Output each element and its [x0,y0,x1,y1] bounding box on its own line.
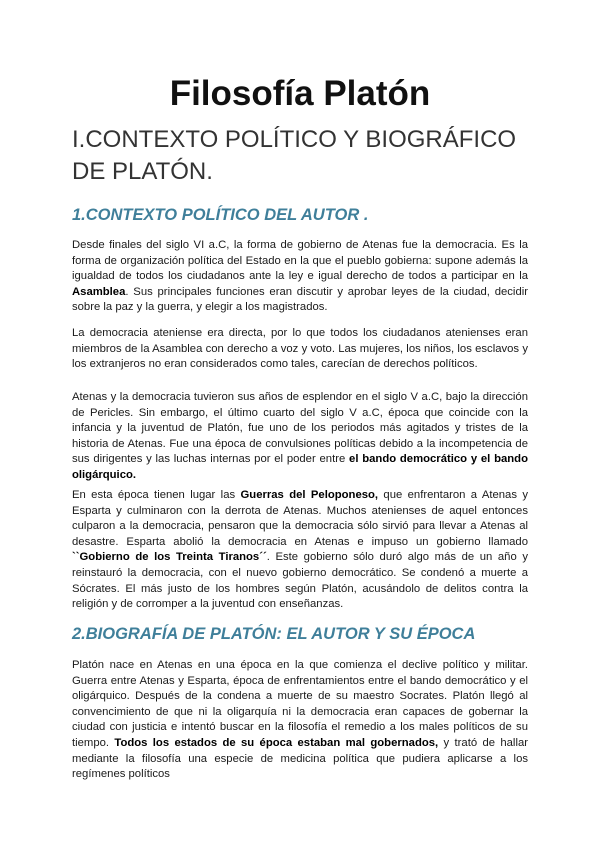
document-subtitle: I.CONTEXTO POLÍTICO Y BIOGRÁFICO DE PLATÓN. [72,126,517,185]
paragraph-text: Platón nace en Atenas en una época en la que comienza el declive político y militar. Guerra entre Atenas y Esparta, época de enfrentamientos entre el bando democrático y el oligárquico. Después de la condena a muerte de su maestro Socrates. Platón llegó al convencimiento de que ni la oligarquía ni la democracia eran capaces de gobernar la ciudad con justicia e intentó buscar en la filosofía el remedio a los males políticos de su tiempo. [72,659,528,749]
paragraph-text: La democracia ateniense era directa, por lo que todos los ciudadanos atenienses eran miembros de la Asamblea con derecho a voz y voto. Las mujeres, los niños, los esclavos y los extranjeros no eran considerados como tales, carecían de derechos políticos. [72,327,528,371]
paragraph [72,658,528,783]
paragraph-text: Atenas y la democracia tuvieron sus años de esplendor en el siglo V a.C, bajo la dirección de Pericles. Sin embargo, el último cuarto del siglo V a.C, época que coincide con la infancia y la juventud de Platón, fue uno de los periodos más agitados y tristes de la historia de Atenas. Fue una época de convulsiones políticas debido a la incompetencia de sus dirigentes y las luchas internas por el poder entre [72,391,528,466]
paragraph [72,390,528,484]
paragraph [72,326,528,373]
paragraph [72,488,528,613]
paragraph-text: y trató de hallar mediante la filosofía una especie de medicina política que pudiera aplicarse a los regímenes políticos [72,736,528,781]
section-heading-biography: 2.BIOGRAFÍA DE PLATÓN: EL AUTOR Y SU ÉPOCA [72,625,476,643]
paragraph-text: En esta época tienen lugar las [72,489,241,501]
bold-term: Guerras del Peloponeso, [240,489,379,501]
bold-term: ``Gobierno de los Treinta Tiranos´´ [72,551,267,564]
paragraph-text: que enfrentaron a Atenas y Esparta y culminaron con la derrota de Atenas. Muchos atenienses de aquel entonces culparon a la democracia, pensaron que la democracia sólo sirvió para llevar a Atenas al desastre. Esparta abolió la democracia en Atenas e impuso un gobierno llamado [72,489,529,548]
paragraph-text: Desde finales del siglo VI a.C, la forma de gobierno de Atenas fue la democracia. Es la forma de organización política del Estado en la que el pueblo gobierna: supone además la igualdad de todos los ciudadanos ante la ley e igual derecho de todos a participar en la [72,239,528,283]
bold-term: Todos los estados de su época estaban mal gobernados, [114,736,439,749]
bold-term: Asamblea [72,285,126,298]
paragraph [72,238,528,316]
paragraph-text: . Este gobierno sólo duró algo más de un año y reinstauró la democracia, con el nuevo gobierno democrático. Se condenó a muerte a Sócrates. El más justo de los hombres según Platón, acusándolo de delitos contra la religión y de corromper a la juventud con enseñanzas. [72,551,528,611]
bold-term: el bando democrático y el bando oligárquico. [72,453,528,481]
document-title: Filosofía Platón [169,74,431,113]
paragraph-text: . Sus principales funciones eran discutir y aprobar leyes de la ciudad, decidir sobre la paz y la guerra, y elegir a los magistrados. [72,285,528,314]
section-heading-context: 1.CONTEXTO POLÍTICO DEL AUTOR . [72,206,369,224]
